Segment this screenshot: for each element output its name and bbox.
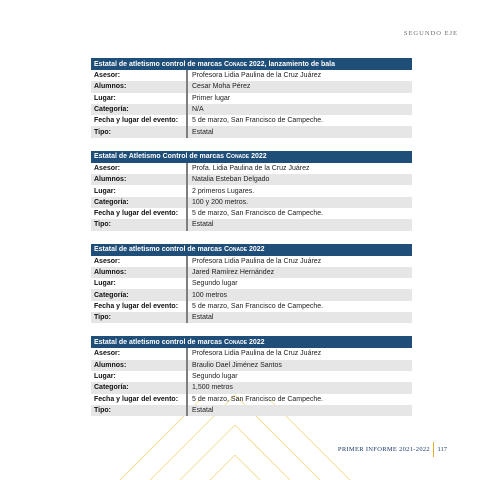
table-row — [91, 267, 412, 278]
row-label: Asesor: — [91, 256, 187, 267]
row-value: Natalia Esteban Delgado — [187, 174, 412, 185]
table-row — [91, 278, 412, 289]
row-label: Asesor: — [91, 70, 187, 81]
row-label: Lugar: — [91, 185, 187, 196]
table-row — [91, 348, 412, 359]
table-row — [91, 394, 412, 405]
table-row — [91, 185, 412, 196]
row-value: 100 y 200 metros. — [187, 197, 412, 208]
table-row — [91, 371, 412, 382]
table-row — [91, 208, 412, 219]
row-value: Primer lugar — [192, 94, 231, 102]
row-label: Categoría: — [91, 382, 187, 393]
event-table — [91, 244, 412, 324]
table-row — [91, 126, 412, 137]
table-row — [91, 312, 412, 323]
row-label: Alumnos: — [91, 81, 187, 92]
row-label: Fecha y lugar del evento: — [91, 301, 187, 312]
row-value: Profa. Lidia Paulina de la Cruz Juárez — [192, 164, 310, 172]
event-table — [91, 336, 412, 416]
section-header-label: SEGUNDO EJE — [403, 30, 458, 37]
table-row — [91, 115, 412, 126]
table-row — [91, 382, 412, 393]
footer-divider — [433, 442, 435, 457]
row-label: Categoría: — [91, 197, 187, 208]
row-value: Estatal — [187, 219, 412, 230]
row-label: Lugar: — [91, 371, 187, 382]
row-value: 5 de marzo, San Francisco de Campeche. — [192, 117, 324, 125]
table-row — [91, 70, 412, 81]
table-row — [91, 360, 412, 371]
table-row — [91, 301, 412, 312]
row-label: Categoría: — [91, 104, 187, 115]
row-label: Alumnos: — [91, 174, 187, 185]
row-value: 1,500 metros — [187, 382, 412, 393]
row-label: Tipo: — [91, 126, 187, 137]
row-value: 5 de marzo, San Francisco de Campeche. — [192, 395, 324, 403]
event-title: Estatal de Atletismo Control de marcas Conade 2022 — [91, 151, 412, 163]
table-row — [91, 289, 412, 300]
events-table-group — [91, 58, 412, 429]
row-value: Estatal — [187, 126, 412, 137]
row-label: Fecha y lugar del evento: — [91, 394, 187, 405]
row-value: 5 de marzo, San Francisco de Campeche. — [192, 302, 324, 310]
row-label: Tipo: — [91, 312, 187, 323]
table-row — [91, 197, 412, 208]
event-title: Estatal de atletismo control de marcas Conade 2022 — [91, 336, 412, 348]
table-row — [91, 93, 412, 104]
row-label: Asesor: — [91, 348, 187, 359]
event-table — [91, 151, 412, 231]
row-label: Tipo: — [91, 219, 187, 230]
row-value: Cesar Moha Pérez — [187, 81, 412, 92]
row-value: 100 metros — [187, 289, 412, 300]
table-row — [91, 405, 412, 416]
row-value: Segundo lugar — [192, 373, 238, 381]
event-title: Estatal de atletismo control de marcas Conade 2022 — [91, 244, 412, 256]
table-row — [91, 163, 412, 174]
row-value: Jared Ramírez Hernández — [187, 267, 412, 278]
row-value: Profesora Lidia Paulina de la Cruz Juárez — [192, 350, 322, 358]
row-label: Categoría: — [91, 289, 187, 300]
row-label: Alumnos: — [91, 360, 187, 371]
row-value: Estatal — [187, 312, 412, 323]
row-value: N/A — [187, 104, 412, 115]
table-row — [91, 219, 412, 230]
row-value: Braulio Dael Jiménez Santos — [187, 360, 412, 371]
page-footer — [338, 442, 447, 457]
row-value: 5 de marzo, San Francisco de Campeche. — [192, 210, 324, 218]
row-value: Profesora Lidia Paulina de la Cruz Juárez — [192, 257, 322, 265]
page-number: 117 — [437, 446, 447, 453]
event-title: Estatal de atletismo control de marcas Conade 2022, lanzamiento de bala — [91, 58, 412, 70]
row-label: Lugar: — [91, 93, 187, 104]
row-value: Estatal — [187, 405, 412, 416]
table-row — [91, 81, 412, 92]
row-label: Fecha y lugar del evento: — [91, 208, 187, 219]
event-table — [91, 58, 412, 138]
row-value: 2 primeros Lugares. — [192, 187, 255, 195]
row-label: Alumnos: — [91, 267, 187, 278]
table-row — [91, 256, 412, 267]
row-label: Asesor: — [91, 163, 187, 174]
row-label: Lugar: — [91, 278, 187, 289]
report-title: PRIMER INFORME 2021-2022 — [337, 446, 430, 453]
row-label: Tipo: — [91, 405, 187, 416]
table-row — [91, 104, 412, 115]
row-value: Profesora Lidia Paulina de la Cruz Juárez — [192, 72, 322, 80]
table-row — [91, 174, 412, 185]
row-label: Fecha y lugar del evento: — [91, 115, 187, 126]
row-value: Segundo lugar — [192, 280, 238, 288]
